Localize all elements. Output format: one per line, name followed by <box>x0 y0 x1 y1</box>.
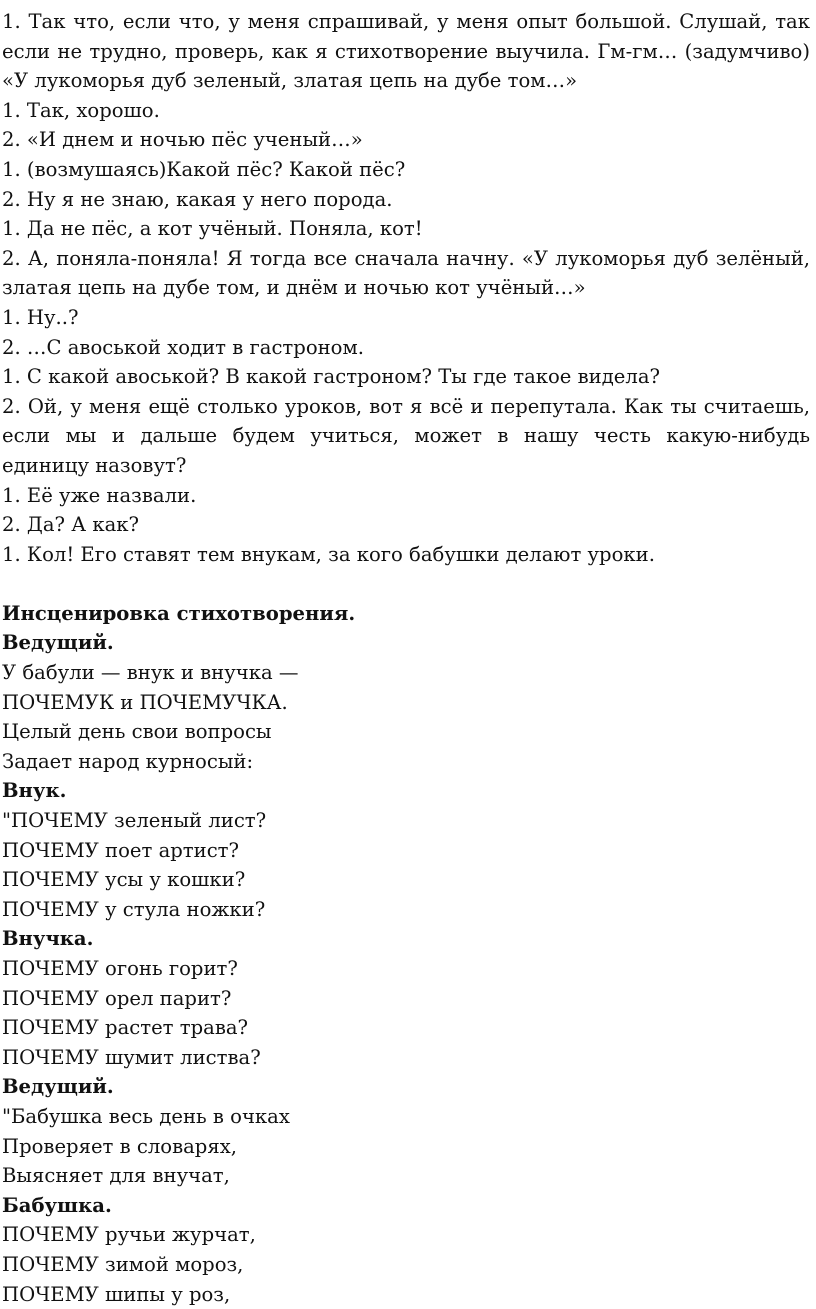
speaker-name: Бабушка. <box>2 1193 112 1217</box>
speaker-name: Ведущий. <box>2 1075 114 1099</box>
verse-line: Проверяет в словарях, <box>2 1134 237 1158</box>
verse-line: ПОЧЕМУ шумит листва? <box>2 1045 261 1069</box>
verse-line: ПОЧЕМУ орел парит? <box>2 986 232 1010</box>
verse-line: Выясняет для внучат, <box>2 1164 230 1188</box>
dialogue-line: 2. Ой, у меня ещё столько уроков, вот я всё и перепутала. Как ты считаешь, если мы и дальше будем учиться, может в нашу честь какую-нибудь единицу назовут? <box>2 394 810 477</box>
dialogue-line: 1. С какой авоськой? В какой гастроном? Ты где такое видела? <box>2 365 661 389</box>
verse-line: ПОЧЕМУ огонь горит? <box>2 957 238 980</box>
verse-line: ПОЧЕМУ растет трава? <box>2 1016 249 1040</box>
verse-line: ПОЧЕМУК и ПОЧЕМУЧКА. <box>2 690 288 714</box>
verse-line: ПОЧЕМУ усы у кошки? <box>2 868 246 892</box>
verse-line: У бабули — внук и внучка — <box>2 661 299 685</box>
speaker-name: Внучка. <box>2 927 94 951</box>
verse-line: ПОЧЕМУ ручьи журчат, <box>2 1223 256 1247</box>
section-title: Инсценировка стихотворения. <box>2 601 356 625</box>
dialogue-line: 1. Так что, если что, у меня спрашивай, у меня опыт большой. Слушай, так если не трудно, проверь, как я стихотворение выучила. Гм-гм… (задумчиво) «У лукоморья дуб зеленый, златая цепь на дубе том…» <box>2 10 810 93</box>
dialogue-line: 1. Да не пёс, а кот учёный. Поняла, кот! <box>2 217 423 241</box>
verse-line: ПОЧЕМУ зимой мороз, <box>2 1252 244 1276</box>
dialogue-line: 2. Ну я не знаю, какая у него порода. <box>2 187 393 211</box>
dialogue-line: 1. Кол! Его ставят тем внукам, за кого бабушки делают уроки. <box>2 542 655 566</box>
dialogue-line: 1. Так, хорошо. <box>2 98 160 122</box>
dialogue-line: 2. …С авоськой ходит в гастроном. <box>2 335 364 359</box>
verse-line: ПОЧЕМУ шипы у роз, <box>2 1282 231 1306</box>
dialogue-line: 1. (возмушаясь)Какой пёс? Какой пёс? <box>2 157 406 181</box>
verse-line: Целый день свои вопросы <box>2 720 272 744</box>
verse-line: ПОЧЕМУ поет артист? <box>2 838 240 862</box>
dialogue-line: 2. «И днем и ночью пёс ученый…» <box>2 128 363 152</box>
speaker-name: Внук. <box>2 779 67 803</box>
verse-line: "Бабушка весь день в очках <box>2 1104 290 1128</box>
verse-line: ПОЧЕМУ у стула ножки? <box>2 897 266 921</box>
dialogue-line: 2. А, поняла-поняла! Я тогда все сначала начну. «У лукоморья дуб зелёный, златая цепь на дубе том, и днём и ночью кот учёный…» <box>2 246 810 300</box>
verse-line: Задает народ курносый: <box>2 749 254 773</box>
speaker-name: Ведущий. <box>2 631 114 655</box>
dialogue-line: 2. Да? А как? <box>2 513 140 537</box>
verse-line: "ПОЧЕМУ зеленый лист? <box>2 809 267 833</box>
blank-line <box>2 569 810 599</box>
dialogue-line: 1. Ну..? <box>2 305 79 329</box>
dialogue-line: 1. Её уже назвали. <box>2 483 197 507</box>
